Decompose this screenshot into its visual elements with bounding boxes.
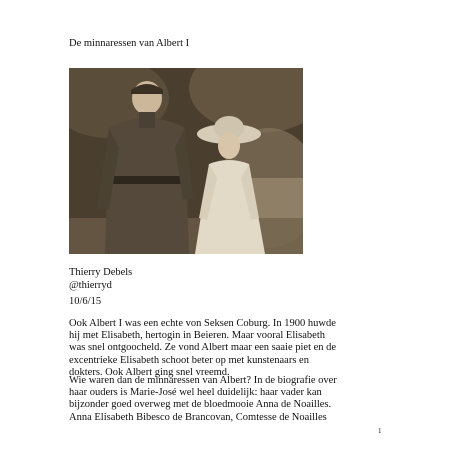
paragraph-line: excentrieke Elisabeth schoot beter op met kunstenaars en <box>69 354 309 366</box>
author-name: Thierry Debels <box>69 267 133 278</box>
paragraph-2 <box>69 375 389 424</box>
document-title: De minnaressen van Albert I <box>69 38 190 49</box>
historical-photo <box>69 68 303 254</box>
publication-date: 10/6/15 <box>69 296 102 307</box>
paragraph-line: bijzonder goed overweg met de bloedmooie Anna de Noailles. <box>69 399 332 411</box>
paragraph-line: hij met Elisabeth, hertogin in Beieren. Maar vooral Elisabeth <box>69 330 326 342</box>
paragraph-line: dokters. Ook Albert ging snel vreemd. <box>69 366 230 378</box>
paragraph-line: haar ouders is Marie-José wel heel duidelijk: haar vader kan <box>69 387 322 399</box>
paragraph-line: was snel ontgoocheld. Ze vond Albert maar een saaie piet en de <box>69 342 337 354</box>
paragraph-line: Ook Albert I was een echte von Seksen Coburg. In 1900 huwde <box>69 318 336 329</box>
author-block <box>69 266 132 292</box>
photo-illustration <box>69 68 303 254</box>
paragraph-1 <box>69 318 389 379</box>
paragraph-line: Wie waren dan de minnaressen van Albert? In de biografie over <box>69 375 337 386</box>
paragraph-line: Anna Elisabeth Bibesco de Brancovan, Comtesse de Noailles <box>69 411 327 423</box>
author-handle: @thierryd <box>69 280 112 291</box>
page-number: 1 <box>378 427 382 435</box>
